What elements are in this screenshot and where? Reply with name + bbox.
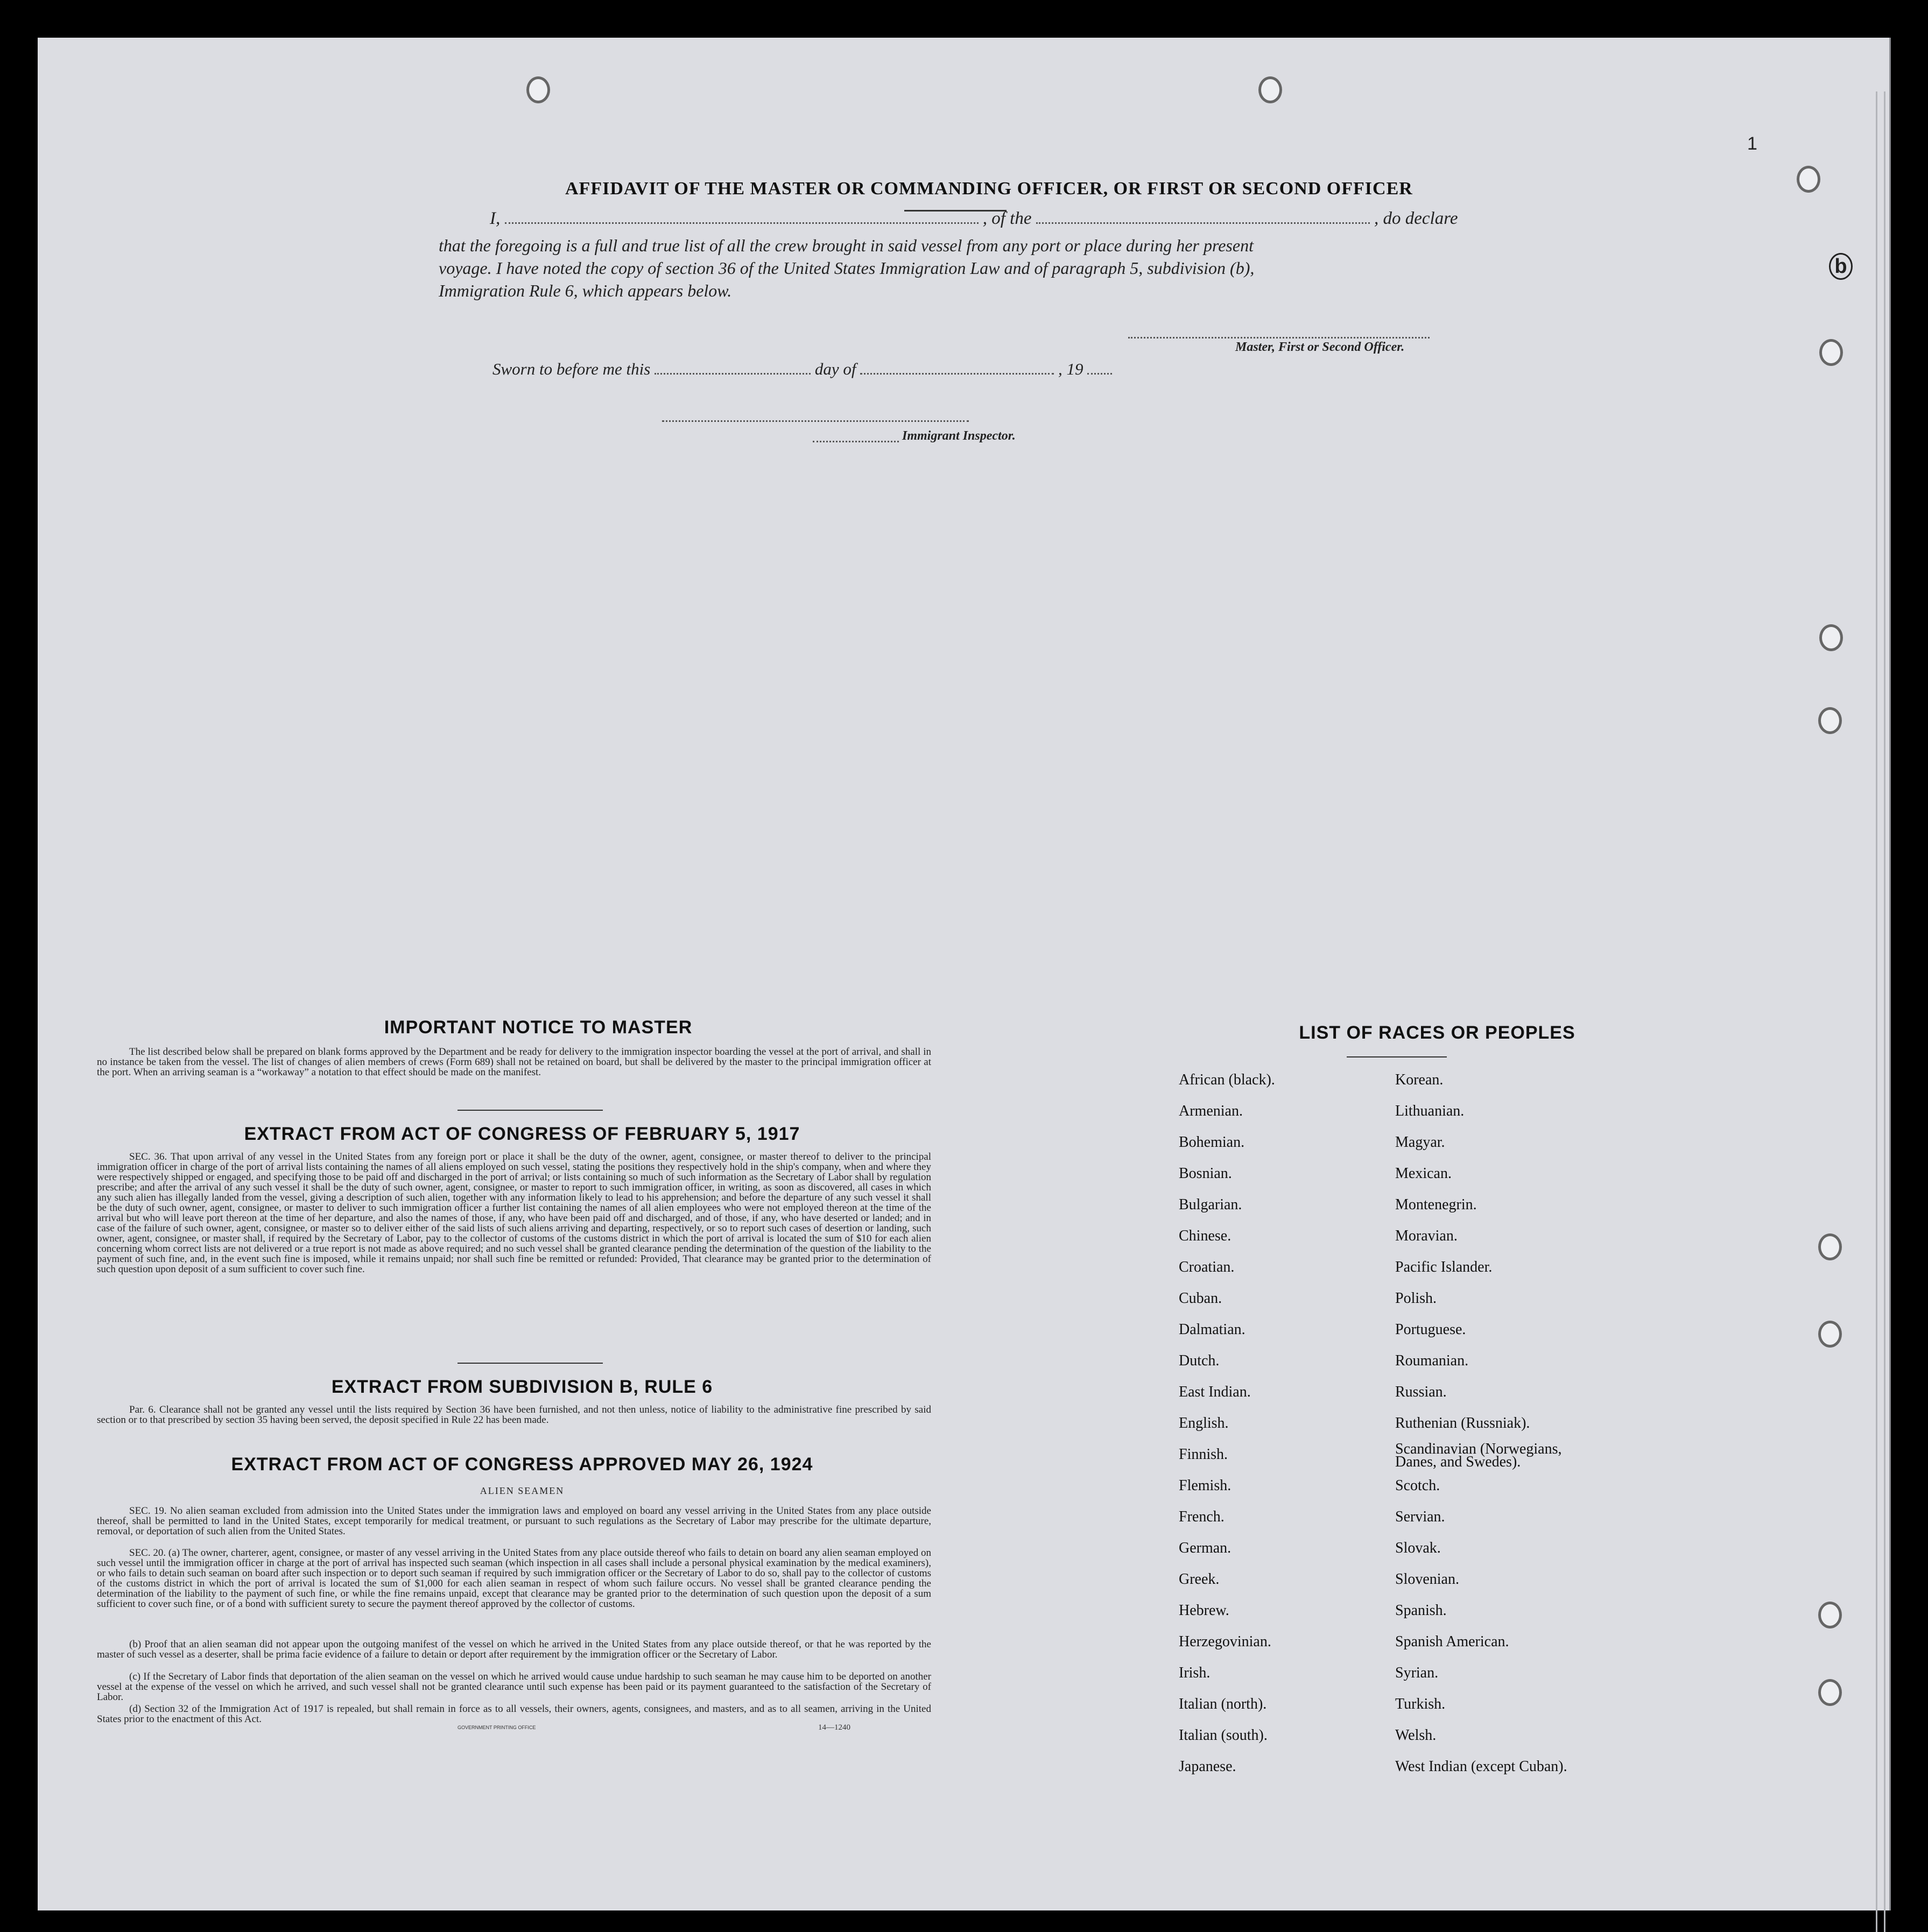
affidavit-line-2: that the foregoing is a full and true list of all the crew brought in said vessel from any port or place during her present (439, 236, 1254, 255)
race-item: Herzegovinian. (1179, 1633, 1271, 1650)
race-item: Roumanian. (1395, 1352, 1469, 1369)
race-item: Italian (south). (1179, 1727, 1268, 1744)
punch-hole (1818, 1233, 1842, 1260)
race-item: Scandinavian (Norwegians, Danes, and Swedes). (1395, 1441, 1562, 1470)
extract-1924-sec20d: (d) Section 32 of the Immigration Act of 1917 is repealed, but shall remain in force as to all vessels, their owners, agents, consignees, and masters, and as to all seamen, arriving in the United States prior to the enactment of this Act. (97, 1703, 931, 1725)
race-item: Korean. (1395, 1071, 1444, 1088)
sworn-line (492, 359, 1112, 379)
race-item: Chinese. (1179, 1228, 1232, 1244)
punch-hole (1818, 1321, 1842, 1348)
section-divider (458, 1363, 603, 1364)
race-item: Syrian. (1395, 1665, 1439, 1681)
race-item: East Indian. (1179, 1384, 1251, 1400)
race-item: Russian. (1395, 1384, 1447, 1400)
races-title: LIST OF RACES OR PEOPLES (1299, 1023, 1575, 1043)
punch-hole (1819, 624, 1843, 651)
race-item: Bulgarian. (1179, 1196, 1242, 1213)
year-label: , 19 (1058, 359, 1083, 378)
punch-hole (1818, 707, 1842, 734)
race-item: Bosnian. (1179, 1165, 1232, 1182)
race-item: Spanish American. (1395, 1633, 1509, 1650)
affidavit-do-declare: , do declare (1374, 209, 1458, 228)
extract-1924-title: EXTRACT FROM ACT OF CONGRESS APPROVED MAY 26, 1924 (231, 1454, 813, 1475)
race-item: Japanese. (1179, 1758, 1236, 1775)
signature-blank[interactable] (1128, 336, 1430, 339)
race-item: Dutch. (1179, 1352, 1220, 1369)
sworn-label: Sworn to before me this (492, 359, 651, 378)
extract-1924-sec19: SEC. 19. No alien seaman excluded from admission into the United States under the immigration laws and employed on board any vessel arriving in the United States from any place outside thereof, shall be permitted to land in the United States, except temporarily for medical treatment, or pursuant to such regulations as the Secretary of Labor may prescribe for the ultimate departure, removal, or deportation of such alien from the United States. (97, 1505, 931, 1537)
affidavit-declaration-line (490, 209, 1512, 229)
race-item: Slovenian. (1395, 1571, 1459, 1588)
notice-title: IMPORTANT NOTICE TO MASTER (384, 1017, 693, 1038)
race-item: Croatian. (1179, 1259, 1235, 1275)
printer-imprint: GOVERNMENT PRINTING OFFICE (458, 1725, 536, 1730)
race-item: Cuban. (1179, 1290, 1222, 1307)
extract-1924-subtitle: ALIEN SEAMEN (480, 1485, 565, 1496)
extract-rule6-title: EXTRACT FROM SUBDIVISION B, RULE 6 (331, 1377, 713, 1397)
race-item: Welsh. (1395, 1727, 1437, 1744)
race-item: Magyar. (1395, 1134, 1445, 1151)
race-item: Irish. (1179, 1665, 1211, 1681)
race-item: Servian. (1395, 1508, 1445, 1525)
race-item: Scotch. (1395, 1477, 1440, 1494)
race-item: Ruthenian (Russniak). (1395, 1415, 1530, 1432)
race-item: Dalmatian. (1179, 1321, 1246, 1338)
race-item: English. (1179, 1415, 1229, 1432)
extract-1917-title: EXTRACT FROM ACT OF CONGRESS OF FEBRUARY 5, 1917 (244, 1124, 800, 1144)
affidavit-title: AFFIDAVIT OF THE MASTER OR COMMANDING OFFICER, OR FIRST OR SECOND OFFICER (565, 179, 1413, 199)
punch-hole (1819, 339, 1843, 366)
race-item: Hebrew. (1179, 1602, 1229, 1619)
form-number: 14—1240 (818, 1723, 850, 1732)
affidavit-of-the: , of the (982, 209, 1032, 228)
extract-1924-sec20c: (c) If the Secretary of Labor finds that deportation of the alien seaman on the vessel on which he arrived would cause undue hardship to such seaman he may cause him to be deported on another vessel at the expense of the vessel on which he arrived, and such vessel shall not be granted clearance until such expense has been paid or its payment guaranteed to the satisfaction of the Secretary of Labor. (97, 1671, 931, 1703)
race-item: Greek. (1179, 1571, 1220, 1588)
affidavit-line-3: voyage. I have noted the copy of section 36 of the United States Immigration Law and of paragraph 5, subdivision (b), (439, 258, 1255, 278)
inspector-signature-blank-2[interactable] (813, 440, 899, 442)
race-item: Slovak. (1395, 1540, 1441, 1556)
form-sheet (38, 38, 1891, 1910)
race-item: Mexican. (1395, 1165, 1452, 1182)
page-edge-line (1884, 91, 1885, 1932)
extract-rule6-body: Par. 6. Clearance shall not be granted any vessel until the lists required by Section 36 have been furnished, and not then unless, notice of liability to the administrative fine prescribed by said section or to that prescribed by section 35 having been served, the deposit specified in Rule 22 has been made. (97, 1404, 931, 1426)
notice-body: The list described below shall be prepared on blank forms approved by the Department and be ready for delivery to the immigration inspector boarding the vessel at the port of arrival, and shall in no instance be taken from the vessel. The list of changes of alien members of crews (Form 689) shall not be retained on board, but shall be delivered by the master to the principal immigration officer at the port. When an arriving seaman is a “workaway” a notation to that effect should be made on the manifest. (97, 1046, 931, 1078)
extract-1924-sec20b: (b) Proof that an alien seaman did not appear upon the outgoing manifest of the vessel on which he arrived in the United States from any place outside thereof, or that he was reported by the master of such vessel as a deserter, shall be prima facie evidence of a failure to detain or deport after requirement by the immigration officer or the Secretary of Labor. (97, 1639, 931, 1660)
punch-hole (526, 76, 550, 103)
race-item: Spanish. (1395, 1602, 1447, 1619)
extract-1924-sec20a: SEC. 20. (a) The owner, charterer, agent, consignee, or master of any vessel arriving in the United States from any place outside thereof who fails to detain on board any alien seaman employed on such vessel until the immigration officer in charge at the port of arrival has inspected such seaman (which inspection in all cases shall include a personal physical examination by the medical examiners), or who fails to detain such seaman on board after such inspection or to deport such seaman if required by such immigration officer or the Secretary of Labor to do so, shall pay to the collector of customs of the customs district in which the port of arrival is located the sum of $1,000 for each alien seaman in respect of whom such failure occurs. No vessel shall be granted clearance pending the determination of the liability to the payment of such fine, or while the fine remains unpaid, except that clearance may be granted prior to the determination of such question upon the deposit of a sum sufficient to cover such fine, or of a bond with sufficient surety to secure the payment thereof approved by the collector of customs. (97, 1547, 931, 1610)
race-item: Flemish. (1179, 1477, 1232, 1494)
affidavit-i: I, (490, 209, 501, 228)
race-item: French. (1179, 1508, 1225, 1525)
race-item: Pacific Islander. (1395, 1259, 1493, 1275)
sworn-year-blank[interactable] (1087, 372, 1112, 375)
races-title-underline (1347, 1056, 1447, 1057)
race-item: Portuguese. (1395, 1321, 1466, 1338)
sworn-month-blank[interactable] (860, 372, 1054, 375)
race-item: West Indian (except Cuban). (1395, 1758, 1567, 1775)
race-item: Finnish. (1179, 1446, 1228, 1463)
day-of-label: day of (814, 359, 856, 378)
race-item: Moravian. (1395, 1228, 1458, 1244)
page-edge-line (1876, 91, 1877, 1932)
punch-hole (1797, 166, 1820, 193)
race-item: Armenian. (1179, 1103, 1243, 1119)
signature-label: Master, First or Second Officer. (1235, 340, 1405, 354)
extract-1917-body: SEC. 36. That upon arrival of any vessel in the United States from any foreign port or place it shall be the duty of the owner, agent, consignee, or master thereof to deliver to the principal immigration officer in charge of the port of arrival lists containing the names of all aliens employed on such vessel, stating the positions they respectively hold in the ship's company, when and where they were respectively shipped or engaged, and specifying those to be paid off and discharged in the port of arrival; or lists containing so much of such information as the Secretary of Labor shall by regulation prescribe; and after the arrival of any such vessel it shall be the duty of such owner, agent, consignee, or master to report to such immigration officer, in writing, as soon as discovered, all cases in which any such alien has illegally landed from the vessel, giving a description of such alien, together with any information likely to lead to his apprehension; and before the departure of any such vessel it shall be the duty of such owner, agent, consignee, or master to deliver to such immigration officer a further list containing the names of all alien employees who were not employed thereon at the time of the arrival but who will leave port thereon at the time of her departure, and also the names of those, if any, who have been paid off and discharged, and of those, if any, who have deserted or landed; and in case of the failure of such owner, agent, consignee, or master so to deliver either of the said lists of such aliens arriving and departing, respectively, or so to report such cases of desertion or landing, such owner, agent, consignee, or master shall, if required by the Secretary of Labor, pay to the collector of customs of the customs district in which the port of arrival is located the sum of $10 for each alien concerning whom correct lists are not delivered or a true report is not made as above required; and no such vessel shall be granted clearance pending the determination of the question of the liability to the payment of such fine, and, in the event such fine is imposed, while it remains unpaid; nor shall such fine be remitted or refunded: Provided, That clearance may be granted prior to the determination of such question upon deposit of a sum sufficient to cover such fine. (97, 1151, 931, 1275)
race-item: German. (1179, 1540, 1232, 1556)
inspector-signature-blank[interactable] (662, 420, 969, 422)
circled-mark: b (1829, 253, 1853, 280)
page-number-mark: 1 (1747, 133, 1757, 154)
race-item: Polish. (1395, 1290, 1437, 1307)
race-item: Turkish. (1395, 1696, 1446, 1712)
punch-hole (1818, 1679, 1842, 1706)
race-item: Bohemian. (1179, 1134, 1245, 1151)
vessel-blank[interactable] (1036, 222, 1370, 224)
punch-hole (1818, 1602, 1842, 1628)
race-item: Montenegrin. (1395, 1196, 1477, 1213)
race-item: Italian (north). (1179, 1696, 1267, 1712)
race-item: African (black). (1179, 1071, 1275, 1088)
affidavit-line-4: Immigration Rule 6, which appears below. (439, 281, 732, 300)
sworn-day-blank[interactable] (655, 372, 811, 375)
punch-hole (1258, 76, 1282, 103)
section-divider (458, 1110, 603, 1111)
name-blank[interactable] (505, 222, 979, 224)
race-item: Lithuanian. (1395, 1103, 1465, 1119)
inspector-label: Immigrant Inspector. (902, 429, 1016, 443)
